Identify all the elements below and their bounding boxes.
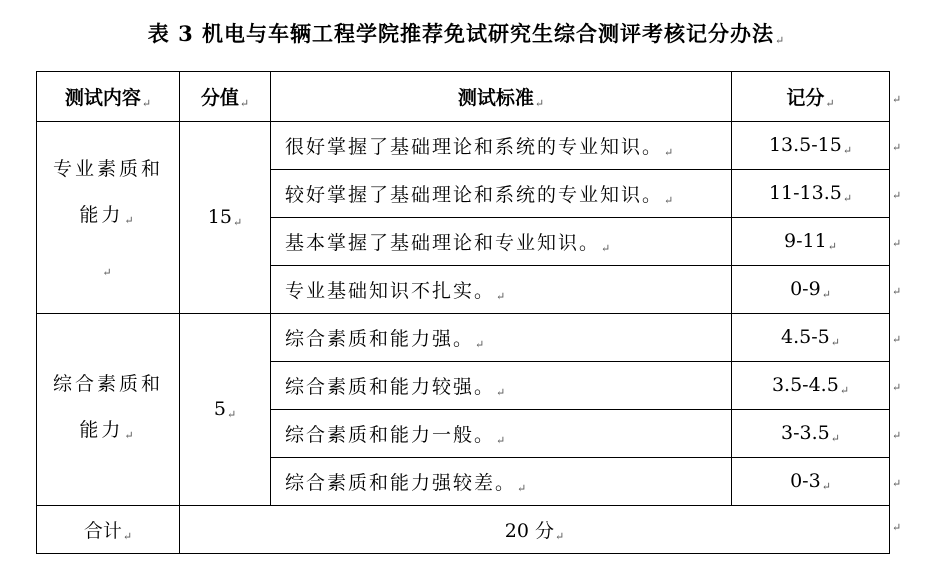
header-score: 分值↵	[180, 72, 271, 122]
points-cell: 11-13.5↵	[732, 170, 890, 218]
standard-cell: 专业基础知识不扎实。↵	[271, 266, 732, 314]
group-score: 5↵	[180, 314, 271, 506]
row-end-mark: ↵	[892, 189, 902, 202]
header-standard: 测试标准↵	[271, 72, 732, 122]
points-cell: 3-3.5↵	[732, 410, 890, 458]
points-cell: 9-11↵	[732, 218, 890, 266]
row-end-mark: ↵	[892, 285, 902, 298]
points-cell: 13.5-15↵	[732, 122, 890, 170]
standard-cell: 基本掌握了基础理论和专业知识。↵	[271, 218, 732, 266]
standard-cell: 综合素质和能力一般。↵	[271, 410, 732, 458]
standard-cell: 较好掌握了基础理论和系统的专业知识。↵	[271, 170, 732, 218]
group-score: 15↵	[180, 122, 271, 314]
total-row	[37, 506, 890, 554]
total-label: 合计↵	[37, 506, 180, 554]
row-end-mark: ↵	[892, 477, 902, 490]
row-end-mark: ↵	[892, 381, 902, 394]
total-value: 20 分↵	[180, 506, 890, 554]
row-end-mark: ↵	[892, 429, 902, 442]
group-name: 专业素质和 能力↵ ↵	[37, 122, 180, 314]
points-cell: 0-3↵	[732, 458, 890, 506]
table-row	[37, 122, 890, 170]
row-end-mark: ↵	[892, 521, 902, 534]
standard-cell: 综合素质和能力较强。↵	[271, 362, 732, 410]
points-cell: 3.5-4.5↵	[732, 362, 890, 410]
standard-cell: 很好掌握了基础理论和系统的专业知识。↵	[271, 122, 732, 170]
table-title: 表 3 机电与车辆工程学院推荐免试研究生综合测评考核记分办法↵	[147, 21, 786, 47]
row-end-mark: ↵	[892, 141, 902, 154]
standard-cell: 综合素质和能力强。↵	[271, 314, 732, 362]
standard-cell: 综合素质和能力强较差。↵	[271, 458, 732, 506]
header-row	[37, 72, 890, 122]
scoring-table	[36, 71, 890, 554]
header-content: 测试内容↵	[37, 72, 180, 122]
row-end-mark: ↵	[892, 93, 902, 106]
group-name: 综合素质和 能力↵	[37, 314, 180, 506]
points-cell: 0-9↵	[732, 266, 890, 314]
row-end-mark: ↵	[892, 333, 902, 346]
header-points: 记分↵	[732, 72, 890, 122]
points-cell: 4.5-5↵	[732, 314, 890, 362]
table-row	[37, 314, 890, 362]
row-end-mark: ↵	[892, 237, 902, 250]
